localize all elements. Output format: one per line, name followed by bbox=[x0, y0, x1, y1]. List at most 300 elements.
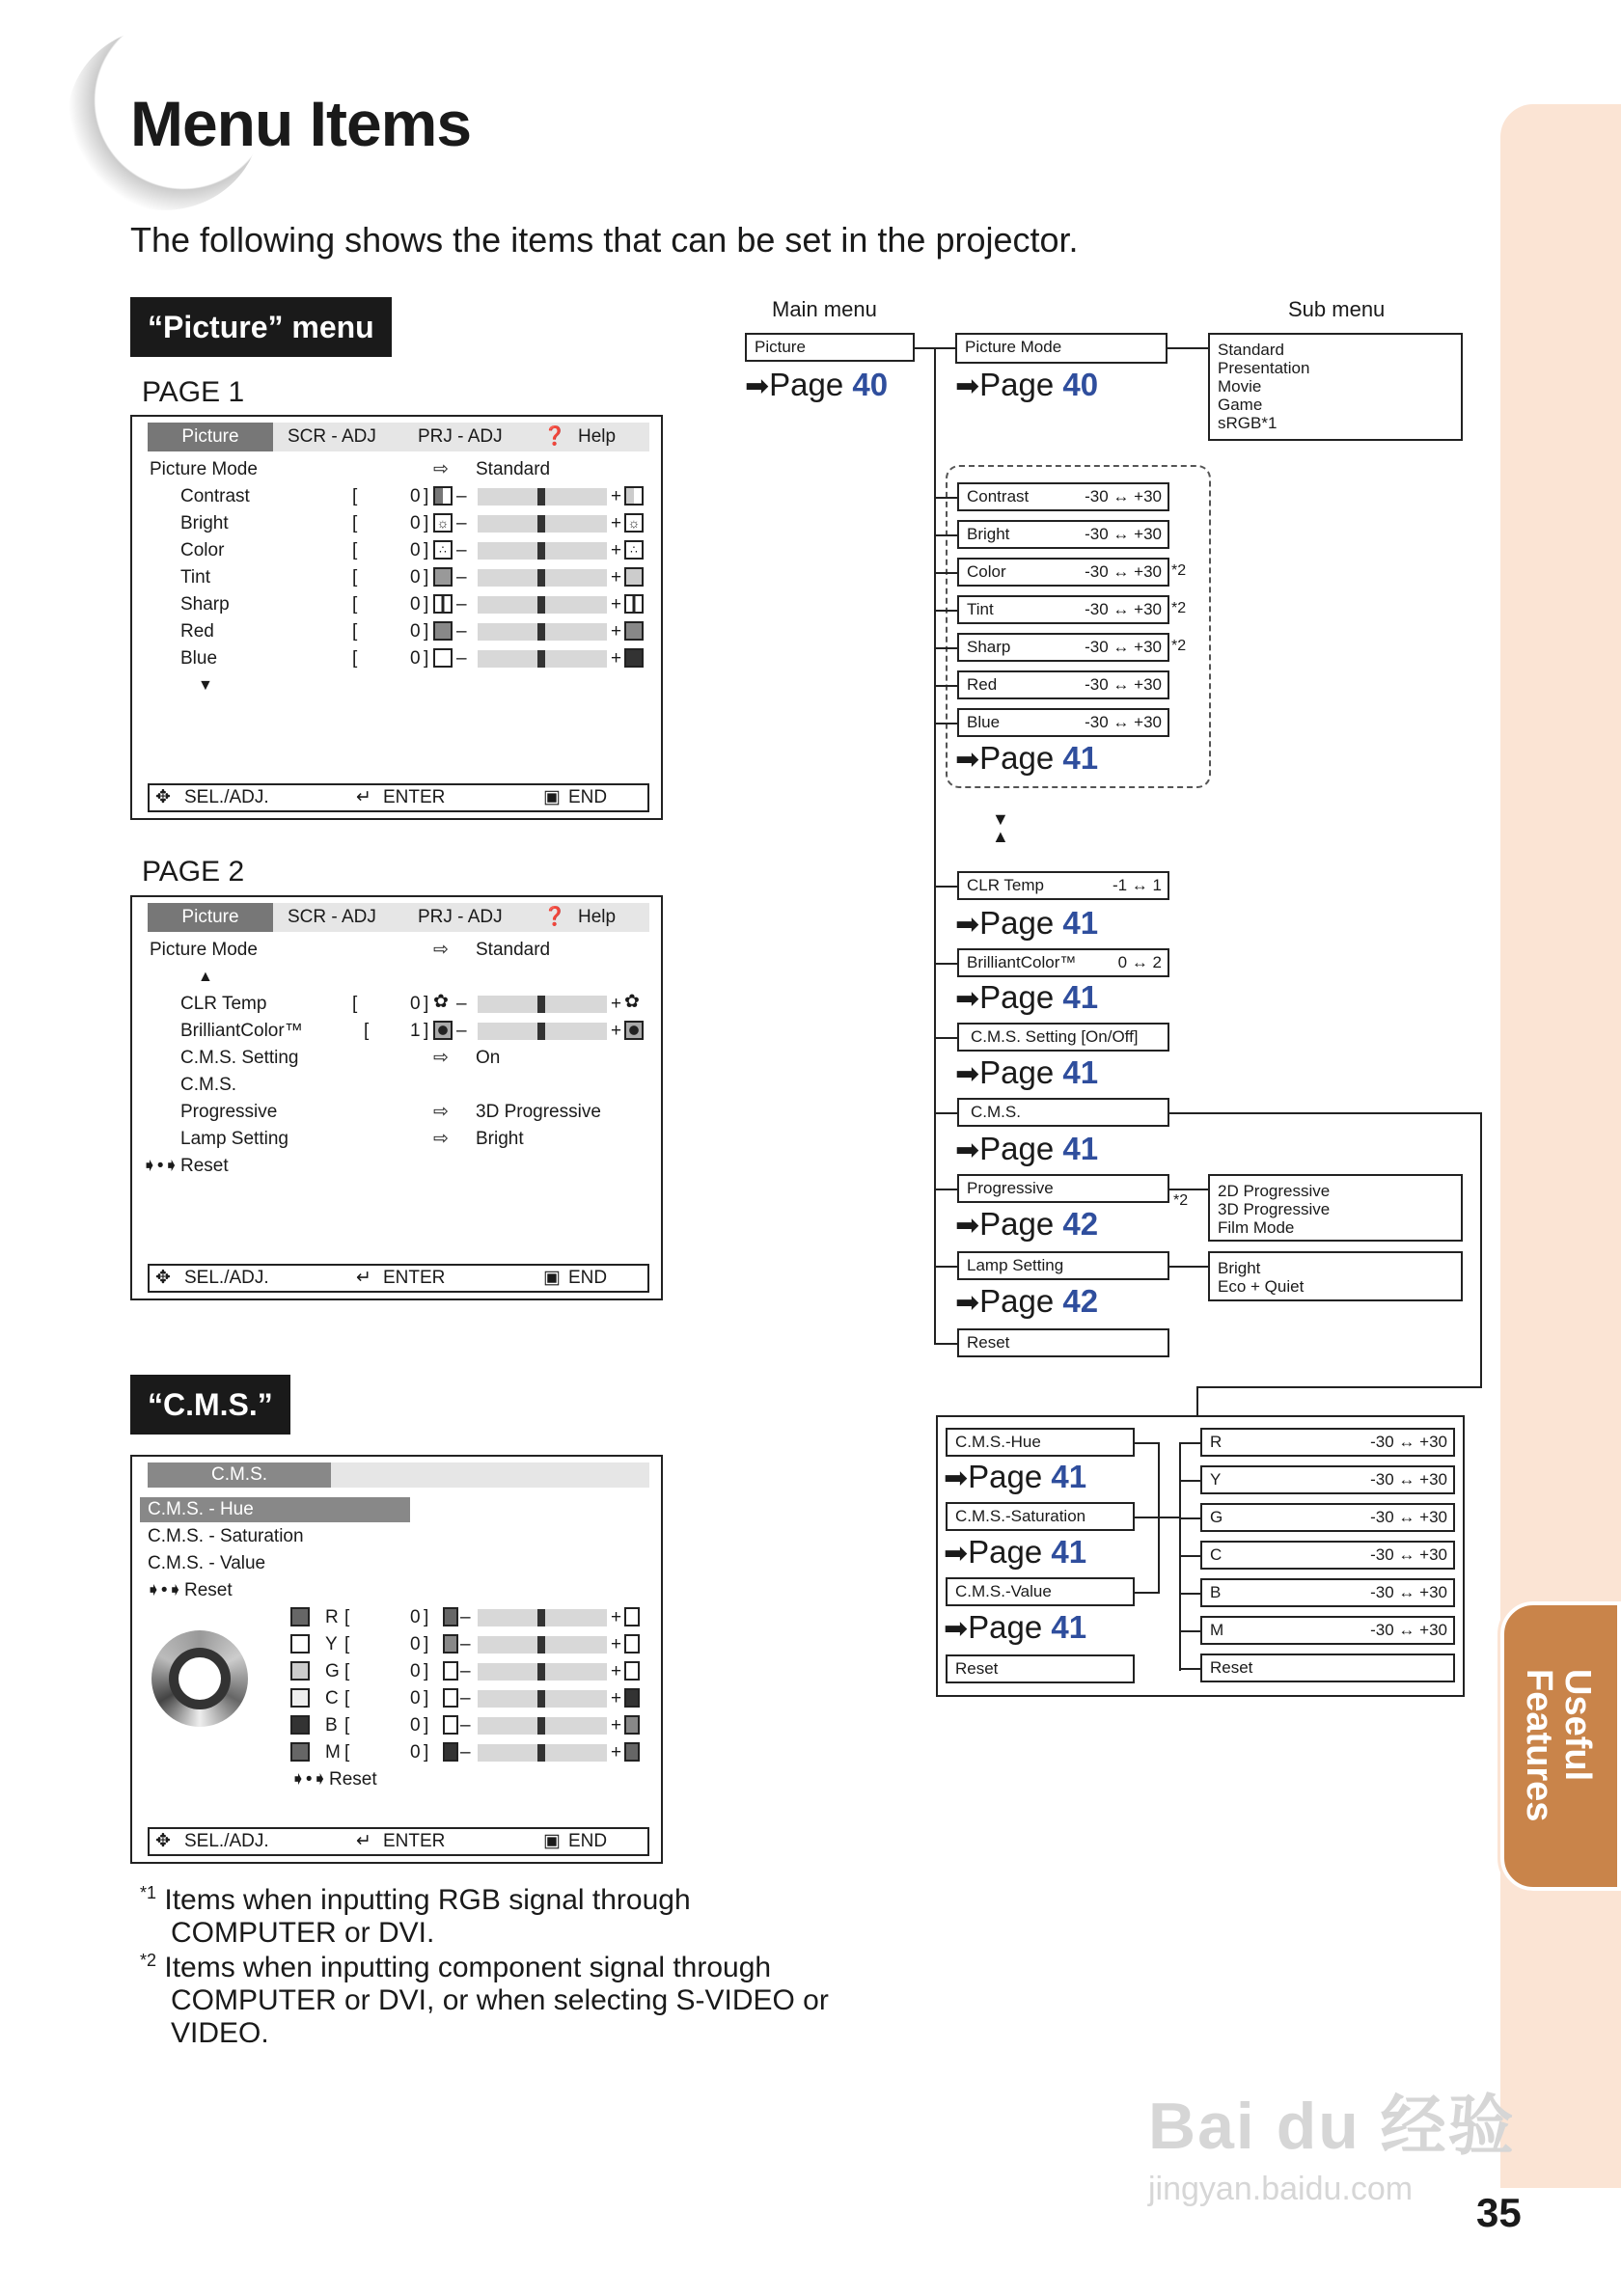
connector bbox=[1169, 1189, 1208, 1190]
channel-value: 0 bbox=[410, 1607, 421, 1627]
connector bbox=[934, 1343, 957, 1345]
channel-value: 0 bbox=[410, 1742, 421, 1763]
sel-adj-icon: ✥ bbox=[155, 1268, 171, 1288]
connector bbox=[1196, 1386, 1482, 1388]
contrast-icon bbox=[433, 486, 453, 506]
minus-icon: – bbox=[456, 513, 467, 533]
bracket: ] bbox=[424, 1742, 429, 1763]
minus-icon: – bbox=[456, 648, 467, 669]
connector bbox=[934, 685, 957, 687]
page-switch-icon: ▼ ▲ bbox=[992, 809, 1009, 846]
slider[interactable] bbox=[478, 996, 607, 1013]
footer-end: END bbox=[568, 1268, 608, 1288]
bracket: [ bbox=[352, 540, 358, 560]
page-ref[interactable]: ➡Page 42 bbox=[955, 1206, 1099, 1242]
lamp-setting-value[interactable]: Bright bbox=[476, 1129, 524, 1149]
slider-knob[interactable] bbox=[537, 1636, 545, 1654]
cms-value-item[interactable]: C.M.S. - Value bbox=[148, 1553, 266, 1573]
adj-value: 0 bbox=[410, 594, 421, 615]
slider-knob[interactable] bbox=[537, 1717, 545, 1735]
bracket: [ bbox=[344, 1661, 350, 1681]
cms-menu-header: “C.M.S.” bbox=[130, 1375, 290, 1435]
adj-label: Contrast bbox=[180, 486, 250, 506]
footnote-2: $^{*2}$ Items when inputting component signal through COMPUTER or DVI, or when selecting S-VIDEO or VIDEO. bbox=[140, 1951, 829, 2049]
page-subtitle: The following shows the items that can be set in the projector. bbox=[130, 220, 1079, 260]
lamp-options bbox=[1208, 1251, 1463, 1301]
lamp-setting-box[interactable]: Lamp Setting bbox=[957, 1251, 1169, 1280]
page-ref[interactable]: ➡Page 41 bbox=[955, 905, 1099, 941]
footer-sel: SEL./ADJ. bbox=[184, 1831, 269, 1851]
plus-icon: + bbox=[611, 1742, 622, 1763]
slider-knob[interactable] bbox=[537, 488, 545, 506]
page-ref[interactable]: ➡Page 40 bbox=[955, 367, 1099, 402]
cms-setting-box[interactable]: C.M.S. Setting [On/Off] bbox=[957, 1023, 1169, 1052]
red-icon bbox=[433, 621, 453, 641]
brilliantcolor-value: 1 bbox=[410, 1021, 421, 1041]
tab-cms[interactable]: C.M.S. bbox=[148, 1462, 331, 1488]
osd-footer bbox=[148, 783, 649, 812]
progressive-options bbox=[1208, 1174, 1463, 1242]
arrow-right-icon: ⇨ bbox=[433, 459, 449, 479]
page-ref[interactable]: ➡Page 40 bbox=[745, 367, 889, 402]
tab-help[interactable]: Help bbox=[578, 907, 617, 927]
bracket: [ bbox=[344, 1634, 350, 1654]
bracket: ] bbox=[424, 1021, 429, 1041]
bracket: ] bbox=[424, 513, 429, 533]
adj-box[interactable]: Sharp -30 ↔ +30 bbox=[957, 633, 1169, 662]
cms-hue-item[interactable]: C.M.S. - Hue bbox=[148, 1499, 254, 1519]
swatch bbox=[443, 1715, 458, 1735]
footer-end: END bbox=[568, 787, 608, 807]
bracket: [ bbox=[352, 594, 358, 615]
plus-icon: + bbox=[611, 594, 622, 615]
tab-picture[interactable]: Picture bbox=[148, 903, 273, 932]
sub-menu-label: Sub menu bbox=[1288, 297, 1386, 321]
progressive-label[interactable]: Progressive bbox=[180, 1102, 278, 1122]
page1-label: PAGE 1 bbox=[142, 376, 245, 408]
bracket: [ bbox=[352, 648, 358, 669]
reset-icon: ➧•➧ bbox=[146, 1580, 183, 1600]
adj-box[interactable]: Contrast -30 ↔ +30 bbox=[957, 482, 1169, 511]
channel-value: 0 bbox=[410, 1688, 421, 1708]
plus-icon: + bbox=[611, 621, 622, 642]
help-icon[interactable]: ❓ bbox=[543, 907, 566, 927]
cms-box[interactable]: C.M.S. bbox=[957, 1098, 1169, 1127]
brilliantcolor-icon bbox=[433, 1021, 453, 1040]
bracket: ] bbox=[424, 1715, 429, 1736]
slider[interactable] bbox=[478, 1690, 607, 1708]
mode-option: sRGB*1 bbox=[1218, 414, 1278, 432]
plus-icon: + bbox=[611, 1715, 622, 1736]
connector bbox=[1169, 1112, 1482, 1114]
reset-icon: ➧•➧ bbox=[142, 1156, 179, 1176]
footer-sel: SEL./ADJ. bbox=[184, 1268, 269, 1288]
cms-reset-box[interactable]: Reset bbox=[946, 1654, 1135, 1683]
bracket: ] bbox=[424, 594, 429, 615]
cms-label[interactable]: C.M.S. bbox=[180, 1075, 237, 1095]
connector bbox=[1179, 1442, 1200, 1444]
minus-icon: – bbox=[460, 1688, 471, 1708]
swatch bbox=[443, 1607, 458, 1626]
slider[interactable] bbox=[478, 488, 607, 506]
swatch bbox=[624, 1634, 640, 1654]
cms-saturation-item[interactable]: C.M.S. - Saturation bbox=[148, 1526, 304, 1546]
adj-box[interactable]: Red -30 ↔ +30 bbox=[957, 670, 1169, 699]
picture-mode-label: Picture Mode bbox=[150, 459, 258, 479]
connector bbox=[934, 723, 957, 724]
adj-value: 0 bbox=[410, 567, 421, 588]
arrow-right-icon: ⇨ bbox=[433, 1129, 449, 1149]
slider-knob[interactable] bbox=[537, 1023, 545, 1040]
adj-box[interactable]: Color -30 ↔ +30 bbox=[957, 558, 1169, 587]
slider[interactable] bbox=[478, 623, 607, 641]
picture-menu-header: “Picture” menu bbox=[130, 297, 392, 357]
adj-value: 0 bbox=[410, 648, 421, 669]
slider[interactable] bbox=[478, 515, 607, 533]
main-menu-label: Main menu bbox=[772, 297, 877, 321]
picture-mode-box[interactable]: Picture Mode bbox=[955, 333, 1168, 364]
connector bbox=[934, 572, 957, 574]
channel-label: M bbox=[325, 1742, 341, 1763]
slider[interactable] bbox=[478, 569, 607, 587]
plus-icon: + bbox=[611, 1021, 622, 1041]
channel-box[interactable]: C -30 ↔ +30 bbox=[1200, 1541, 1455, 1570]
color-icon: ∴ bbox=[624, 540, 644, 560]
main-picture-box[interactable]: Picture bbox=[745, 333, 915, 362]
footer-enter: ENTER bbox=[383, 1831, 446, 1851]
arrow-right-icon: ⇨ bbox=[433, 1048, 449, 1068]
red-icon bbox=[624, 621, 644, 641]
swatch bbox=[624, 1715, 640, 1735]
footer-sel: SEL./ADJ. bbox=[184, 787, 269, 807]
tab-picture[interactable]: Picture bbox=[148, 423, 273, 451]
channel-box[interactable]: B -30 ↔ +30 bbox=[1200, 1578, 1455, 1607]
blue-icon bbox=[433, 648, 453, 668]
end-icon: ▣ bbox=[543, 1831, 561, 1851]
adj-label: Red bbox=[180, 621, 214, 642]
slider[interactable] bbox=[478, 1744, 607, 1762]
connector bbox=[934, 497, 957, 499]
bracket: ] bbox=[424, 540, 429, 560]
progressive-option: 2D Progressive bbox=[1218, 1182, 1331, 1200]
tint-icon bbox=[624, 567, 644, 587]
adj-value: 0 bbox=[410, 486, 421, 506]
page-ref[interactable]: ➡Page 41 bbox=[944, 1534, 1087, 1570]
channel-value: 0 bbox=[410, 1715, 421, 1736]
reset-box[interactable]: Reset bbox=[957, 1328, 1169, 1357]
bracket: [ bbox=[352, 567, 358, 588]
mode-option: Presentation bbox=[1218, 359, 1310, 377]
swatch bbox=[624, 1688, 640, 1708]
slider[interactable] bbox=[478, 650, 607, 668]
channel-label: B bbox=[325, 1715, 338, 1736]
tab-prj-adj[interactable]: PRJ - ADJ bbox=[418, 426, 503, 447]
reset-label[interactable]: Reset bbox=[180, 1156, 229, 1176]
minus-icon: – bbox=[456, 1021, 467, 1041]
sel-adj-icon: ✥ bbox=[155, 1831, 171, 1851]
channel-label: Y bbox=[325, 1634, 338, 1654]
tab-prj-adj[interactable]: PRJ - ADJ bbox=[418, 907, 503, 927]
picture-mode-value[interactable]: Standard bbox=[476, 940, 551, 960]
swatch bbox=[290, 1634, 310, 1654]
adj-value: 0 bbox=[410, 540, 421, 560]
side-tab-label: Useful Features bbox=[1519, 1669, 1598, 1822]
connector bbox=[1179, 1668, 1200, 1670]
adj-label: Tint bbox=[180, 567, 210, 588]
bracket: [ bbox=[344, 1715, 350, 1736]
progressive-option: 3D Progressive bbox=[1218, 1200, 1331, 1218]
plus-icon: + bbox=[611, 1607, 622, 1627]
swatch bbox=[443, 1742, 458, 1762]
connector bbox=[1179, 1630, 1200, 1632]
brilliantcolor-icon bbox=[624, 1021, 644, 1040]
swatch bbox=[290, 1688, 310, 1708]
slider-knob[interactable] bbox=[537, 1609, 545, 1626]
picture-mode-label: Picture Mode bbox=[150, 940, 258, 960]
progressive-option: Film Mode bbox=[1218, 1218, 1295, 1237]
brightness-icon: ☼ bbox=[433, 513, 453, 533]
connector bbox=[1169, 1266, 1208, 1268]
slider-knob[interactable] bbox=[537, 596, 545, 614]
minus-icon: – bbox=[460, 1634, 471, 1654]
plus-icon: + bbox=[611, 486, 622, 506]
adj-box[interactable]: Blue -30 ↔ +30 bbox=[957, 708, 1169, 737]
slider-knob[interactable] bbox=[537, 1690, 545, 1708]
swatch bbox=[290, 1715, 310, 1735]
connector bbox=[934, 1189, 957, 1190]
page-ref[interactable]: ➡Page 41 bbox=[955, 1054, 1099, 1090]
slider-knob[interactable] bbox=[537, 569, 545, 587]
connector bbox=[934, 963, 957, 965]
osd-footer bbox=[148, 1827, 649, 1856]
channel-box[interactable]: M -30 ↔ +30 bbox=[1200, 1616, 1455, 1645]
connector bbox=[1135, 1592, 1158, 1594]
clr-temp-box[interactable]: CLR Temp -1 ↔ 1 bbox=[957, 871, 1169, 900]
slider[interactable] bbox=[478, 1717, 607, 1735]
plus-icon: + bbox=[611, 994, 622, 1014]
page-ref[interactable]: ➡Page 41 bbox=[944, 1609, 1087, 1645]
adj-box[interactable]: Bright -30 ↔ +30 bbox=[957, 520, 1169, 549]
adj-label: Bright bbox=[180, 513, 229, 533]
minus-icon: – bbox=[460, 1715, 471, 1736]
osd-tabs bbox=[148, 903, 649, 932]
swatch bbox=[443, 1661, 458, 1681]
tab-scr-adj[interactable]: SCR - ADJ bbox=[288, 426, 376, 447]
cms-setting-value[interactable]: On bbox=[476, 1048, 501, 1068]
enter-icon: ↵ bbox=[356, 1268, 371, 1288]
bracket: ] bbox=[424, 621, 429, 642]
slider[interactable] bbox=[478, 1636, 607, 1654]
connector bbox=[934, 534, 957, 536]
progressive-value[interactable]: 3D Progressive bbox=[476, 1102, 601, 1122]
clr-temp-icon: ✿ bbox=[433, 992, 449, 1012]
brightness-icon: ☼ bbox=[624, 513, 644, 533]
connector bbox=[1179, 1480, 1200, 1482]
bracket: ] bbox=[424, 1607, 429, 1627]
connector bbox=[934, 1266, 957, 1268]
slider[interactable] bbox=[478, 1609, 607, 1626]
minus-icon: – bbox=[456, 567, 467, 588]
footnote-mark: *2 bbox=[1171, 600, 1187, 616]
bracket: ] bbox=[424, 567, 429, 588]
cms-channel-reset[interactable]: Reset bbox=[329, 1769, 377, 1790]
swatch bbox=[624, 1661, 640, 1681]
footnote-1: $^{*1}$ Items when inputting RGB signal through COMPUTER or DVI. bbox=[140, 1883, 691, 1949]
tint-icon bbox=[433, 567, 453, 587]
bracket: ] bbox=[424, 648, 429, 669]
channel-box[interactable]: R -30 ↔ +30 bbox=[1200, 1428, 1455, 1457]
swatch bbox=[290, 1661, 310, 1681]
slider-knob[interactable] bbox=[537, 542, 545, 560]
minus-icon: – bbox=[460, 1661, 471, 1681]
footer-enter: ENTER bbox=[383, 1268, 446, 1288]
connector bbox=[915, 347, 936, 349]
osd-tabs bbox=[148, 423, 649, 451]
cms-reset[interactable]: Reset bbox=[184, 1580, 233, 1600]
channel-value: 0 bbox=[410, 1661, 421, 1681]
color-wheel-icon bbox=[151, 1630, 248, 1727]
connector bbox=[1168, 347, 1210, 349]
connector bbox=[934, 886, 957, 888]
page-ref[interactable]: ➡Page 41 bbox=[955, 979, 1099, 1015]
mode-option: Standard bbox=[1218, 341, 1284, 359]
bracket: [ bbox=[352, 621, 358, 642]
footer-enter: ENTER bbox=[383, 787, 446, 807]
channel-label: G bbox=[325, 1661, 340, 1681]
bracket: [ bbox=[352, 513, 358, 533]
osd-page2 bbox=[130, 895, 663, 1300]
footnote-mark: *2 bbox=[1171, 562, 1187, 579]
minus-icon: – bbox=[456, 994, 467, 1014]
end-icon: ▣ bbox=[543, 1268, 561, 1288]
connector bbox=[1179, 1555, 1200, 1557]
cms-setting-label[interactable]: C.M.S. Setting bbox=[180, 1048, 299, 1068]
adj-value: 0 bbox=[410, 621, 421, 642]
sharp-icon bbox=[624, 594, 644, 614]
plus-icon: + bbox=[611, 648, 622, 669]
slider-knob[interactable] bbox=[537, 623, 545, 641]
lamp-option: Eco + Quiet bbox=[1218, 1277, 1305, 1296]
slider-knob[interactable] bbox=[537, 650, 545, 668]
slider-knob[interactable] bbox=[537, 1744, 545, 1762]
page-ref[interactable]: ➡Page 41 bbox=[955, 1131, 1099, 1166]
connector bbox=[1179, 1517, 1200, 1519]
slider[interactable] bbox=[478, 1663, 607, 1681]
plus-icon: + bbox=[611, 1688, 622, 1708]
picture-mode-value[interactable]: Standard bbox=[476, 459, 551, 479]
adj-value: 0 bbox=[410, 513, 421, 533]
footer-end: END bbox=[568, 1831, 608, 1851]
page-title: Menu Items bbox=[130, 88, 472, 159]
plus-icon: + bbox=[611, 567, 622, 588]
tab-help[interactable]: Help bbox=[578, 426, 617, 447]
slider[interactable] bbox=[478, 542, 607, 560]
channel-value: 0 bbox=[410, 1634, 421, 1654]
channel-box[interactable]: G -30 ↔ +30 bbox=[1200, 1503, 1455, 1532]
help-icon[interactable]: ❓ bbox=[543, 426, 566, 447]
slider-knob[interactable] bbox=[537, 515, 545, 533]
connector bbox=[934, 647, 957, 649]
page-ref[interactable]: ➡Page 42 bbox=[955, 1283, 1099, 1319]
blue-icon bbox=[624, 648, 644, 668]
cms-value-box[interactable]: C.M.S.-Value bbox=[946, 1577, 1135, 1606]
brilliantcolor-box[interactable]: BrilliantColor™ 0 ↔ 2 bbox=[957, 948, 1169, 977]
bracket: [ bbox=[364, 1021, 370, 1041]
slider-knob[interactable] bbox=[537, 1663, 545, 1681]
bracket: ] bbox=[424, 994, 429, 1014]
plus-icon: + bbox=[611, 1661, 622, 1681]
watermark-url: jingyan.baidu.com bbox=[1148, 2171, 1414, 2207]
swatch bbox=[443, 1634, 458, 1654]
watermark-logo: Bai du 经验 bbox=[1148, 2090, 1516, 2163]
page-ref[interactable]: ➡Page 41 bbox=[955, 740, 1099, 776]
clr-temp-value: 0 bbox=[410, 994, 421, 1014]
swatch bbox=[443, 1688, 458, 1708]
connector bbox=[934, 610, 957, 612]
end-icon: ▣ bbox=[543, 787, 561, 807]
scroll-down-icon[interactable]: ▼ bbox=[198, 677, 213, 694]
footnote-mark: *2 bbox=[1171, 638, 1187, 654]
channel-reset-box[interactable]: Reset bbox=[1200, 1654, 1455, 1682]
bracket: ] bbox=[424, 1661, 429, 1681]
minus-icon: – bbox=[456, 621, 467, 642]
contrast-icon bbox=[624, 486, 644, 506]
adj-label: Sharp bbox=[180, 594, 230, 615]
slider-knob[interactable] bbox=[537, 996, 545, 1013]
lamp-option: Bright bbox=[1218, 1259, 1261, 1277]
lamp-setting-label[interactable]: Lamp Setting bbox=[180, 1129, 288, 1149]
enter-icon: ↵ bbox=[356, 787, 371, 807]
sel-adj-icon: ✥ bbox=[155, 787, 171, 807]
bracket: [ bbox=[344, 1742, 350, 1763]
swatch bbox=[290, 1742, 310, 1762]
picture-mode-options bbox=[1208, 333, 1463, 441]
swatch bbox=[290, 1607, 310, 1626]
cms-saturation-box[interactable]: C.M.S.-Saturation bbox=[946, 1502, 1135, 1531]
adj-box[interactable]: Tint -30 ↔ +30 bbox=[957, 595, 1169, 624]
osd-footer bbox=[148, 1264, 649, 1293]
mode-option: Movie bbox=[1218, 377, 1262, 396]
slider[interactable] bbox=[478, 596, 607, 614]
progressive-box[interactable]: Progressive bbox=[957, 1174, 1169, 1203]
slider[interactable] bbox=[478, 1023, 607, 1040]
footnote-mark: *2 bbox=[1173, 1192, 1189, 1209]
channel-label: C bbox=[325, 1688, 339, 1708]
connector bbox=[1158, 1442, 1160, 1594]
connector bbox=[934, 347, 955, 349]
page2-label: PAGE 2 bbox=[142, 856, 245, 888]
swatch bbox=[624, 1607, 640, 1626]
mode-option: Game bbox=[1218, 396, 1263, 414]
minus-icon: – bbox=[456, 486, 467, 506]
enter-icon: ↵ bbox=[356, 1831, 371, 1851]
cms-hue-box[interactable]: C.M.S.-Hue bbox=[946, 1428, 1135, 1457]
channel-label: R bbox=[325, 1607, 339, 1627]
connector bbox=[934, 1112, 957, 1114]
page-ref[interactable]: ➡Page 41 bbox=[944, 1459, 1087, 1494]
scroll-up-icon[interactable]: ▲ bbox=[198, 969, 213, 985]
arrow-right-icon: ⇨ bbox=[433, 1102, 449, 1122]
channel-box[interactable]: Y -30 ↔ +30 bbox=[1200, 1465, 1455, 1494]
connector bbox=[1196, 1386, 1198, 1415]
reset-icon: ➧•➧ bbox=[290, 1769, 328, 1790]
bracket: [ bbox=[344, 1607, 350, 1627]
plus-icon: + bbox=[611, 1634, 622, 1654]
page-number: 35 bbox=[1476, 2190, 1522, 2235]
tab-scr-adj[interactable]: SCR - ADJ bbox=[288, 907, 376, 927]
connector bbox=[1135, 1442, 1158, 1444]
osd-page1 bbox=[130, 415, 663, 820]
